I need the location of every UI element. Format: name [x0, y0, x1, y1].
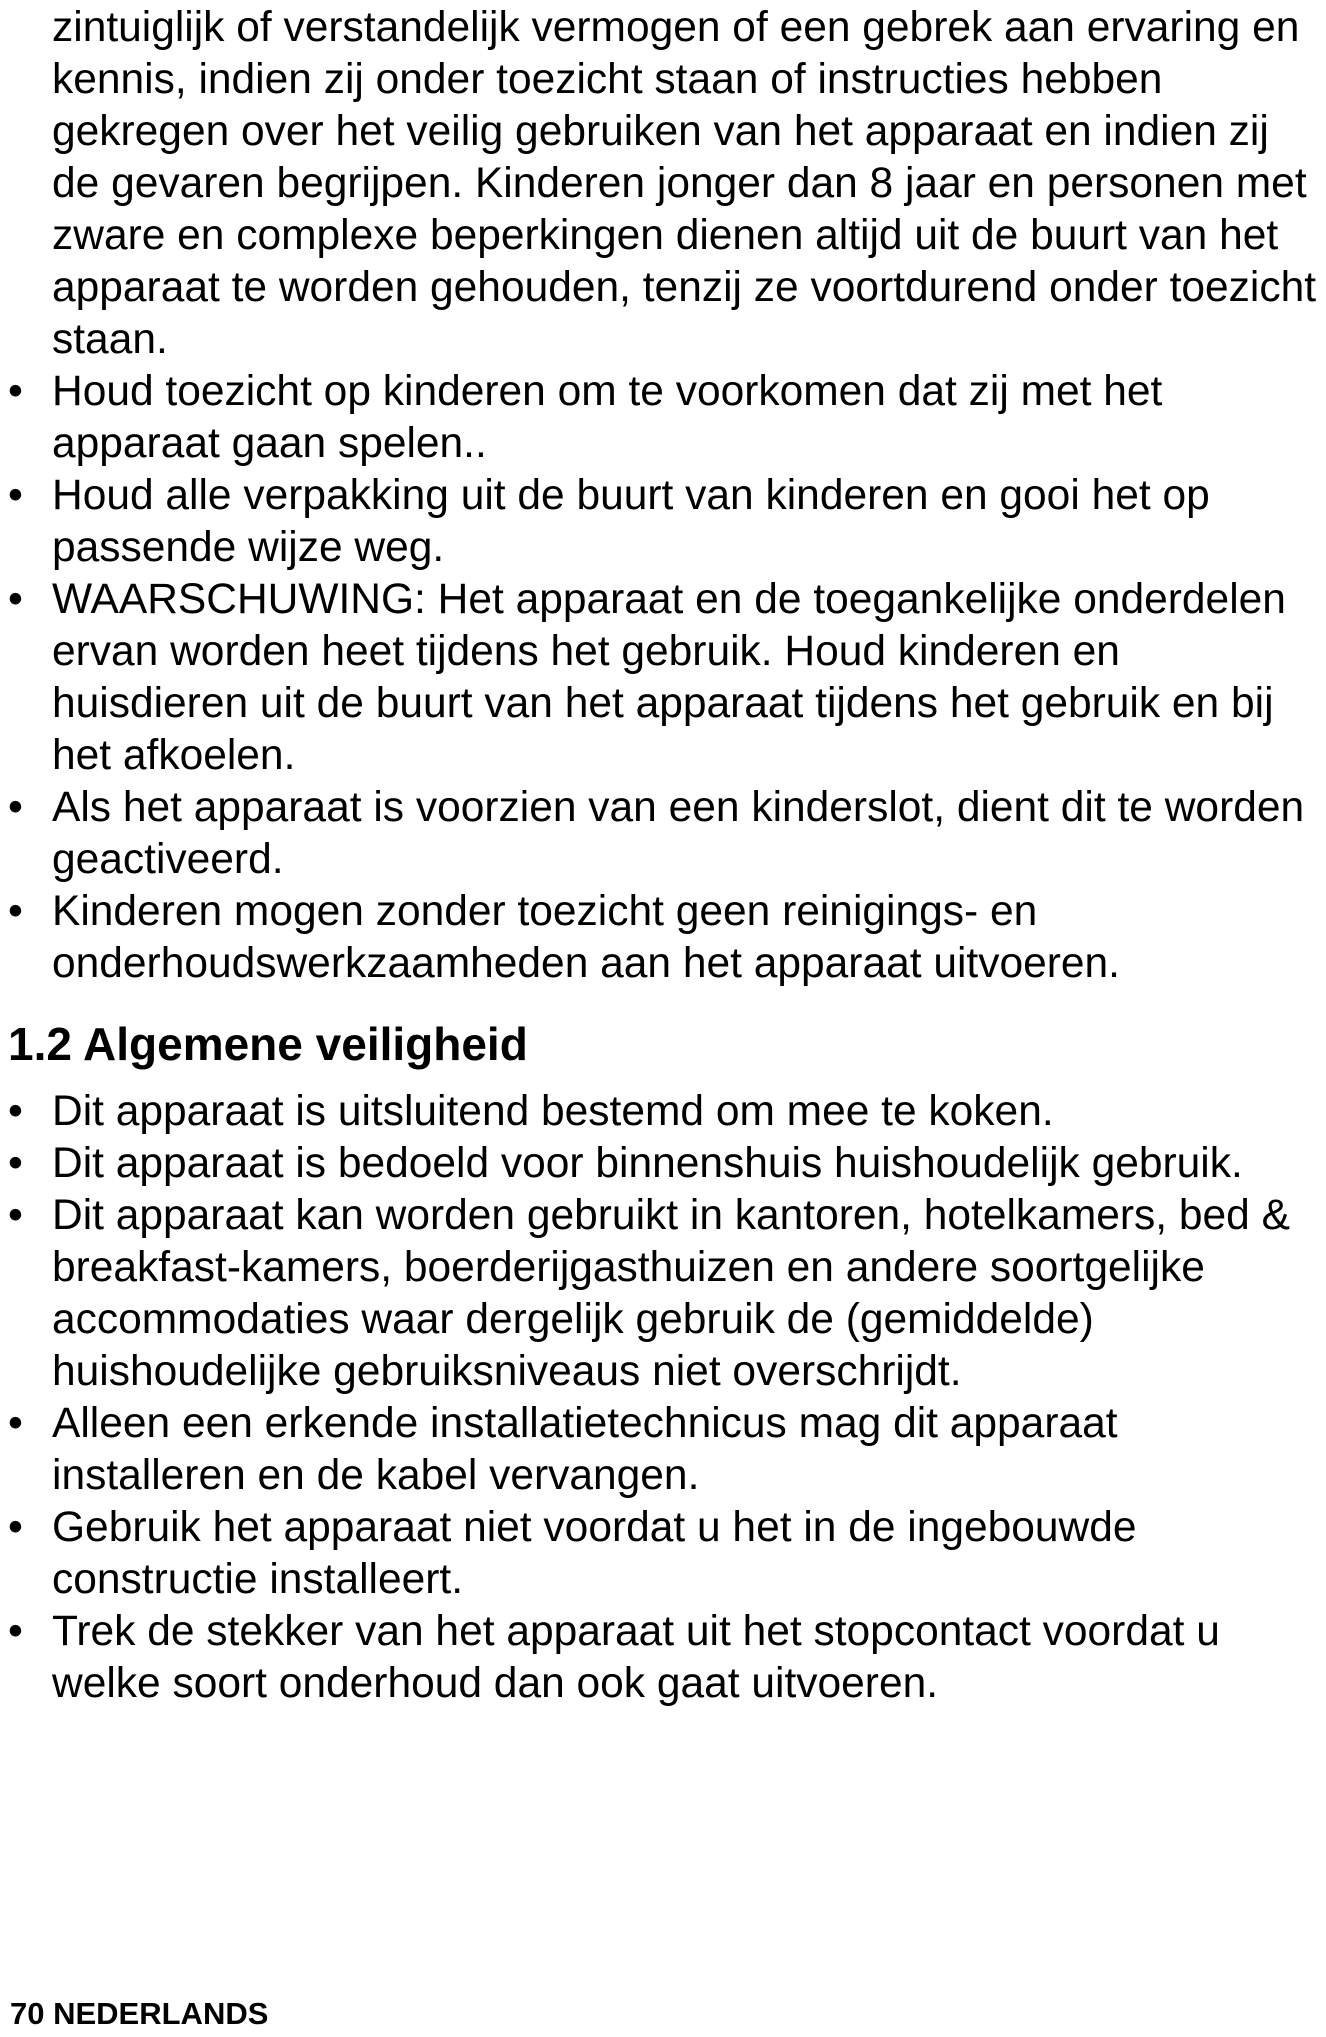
list-item: [8, 366, 1318, 470]
list-item-text: Gebruik het apparaat niet voordat u het in de ingebouwde constructie installeert.: [52, 1504, 1137, 1603]
bullet-icon: •: [8, 1088, 23, 1135]
general-safety-list: [8, 1086, 1318, 1710]
bullet-icon: •: [8, 1140, 23, 1187]
list-item: [8, 574, 1318, 782]
list-item: [8, 1606, 1318, 1710]
list-item: [8, 782, 1318, 886]
section-heading: 1.2 Algemene veiligheid: [8, 1018, 528, 1070]
bullet-icon: •: [8, 368, 23, 415]
bullet-icon: •: [8, 1504, 23, 1551]
bullet-icon: •: [8, 888, 23, 935]
list-item: [8, 1138, 1318, 1190]
list-item-text: WAARSCHUWING: Het apparaat en de toegankelijke onderdelen ervan worden heet tijdens het gebruik. Houd kinderen en huisdieren uit de buurt van het apparaat tijdens het gebruik en bij het afkoelen.: [52, 576, 1286, 779]
list-item: [8, 1086, 1318, 1138]
intro-paragraph: zintuiglijk of verstandelijk vermogen of een gebrek aan ervaring en kennis, indien zij onder toezicht staan of instructies hebben gekregen over het veilig gebruiken van het apparaat en indien zij de gevaren begrijpen. Kinderen jonger dan 8 jaar en personen met zware en complexe beperkingen dienen altijd uit de buurt van het apparaat te worden gehouden, tenzij ze voortdurend onder toezicht staan.: [52, 4, 1317, 363]
list-item-text: Dit apparaat is bedoeld voor binnenshuis huishoudelijk gebruik.: [52, 1140, 1243, 1187]
list-item-text: Trek de stekker van het apparaat uit het stopcontact voordat u welke soort onderhoud dan ook gaat uitvoeren.: [52, 1608, 1220, 1707]
list-item: [8, 886, 1318, 990]
list-item-text: Houd toezicht op kinderen om te voorkomen dat zij met het apparaat gaan spelen..: [52, 368, 1163, 467]
page-footer: [10, 1996, 268, 2032]
list-item-text: Dit apparaat is uitsluitend bestemd om mee te koken.: [52, 1088, 1054, 1135]
bullet-icon: •: [8, 1192, 23, 1239]
child-safety-list: [8, 366, 1318, 990]
bullet-icon: •: [8, 472, 23, 519]
bullet-icon: •: [8, 784, 23, 831]
list-item-text: Alleen een erkende installatietechnicus mag dit apparaat installeren en de kabel vervangen.: [52, 1400, 1118, 1499]
list-item: [8, 1190, 1318, 1398]
list-item-text: Houd alle verpakking uit de buurt van kinderen en gooi het op passende wijze weg.: [52, 472, 1210, 571]
list-item: [8, 470, 1318, 574]
page-number: 70: [10, 1996, 45, 2031]
bullet-icon: •: [8, 1608, 23, 1655]
bullet-icon: •: [8, 576, 23, 623]
list-item: [8, 1502, 1318, 1606]
list-item-text: Dit apparaat kan worden gebruikt in kantoren, hotelkamers, bed & breakfast-kamers, boerderijgasthuizen en andere soortgelijke accommodaties waar dergelijk gebruik de (gemiddelde) huishoudelijke gebruiksniveaus niet overschrijdt.: [52, 1192, 1290, 1395]
page-content: [8, 2, 1318, 1710]
list-item-text: Als het apparaat is voorzien van een kinderslot, dient dit te worden geactiveerd.: [52, 784, 1305, 883]
list-item: [8, 1398, 1318, 1502]
bullet-icon: •: [8, 1400, 23, 1447]
footer-language: NEDERLANDS: [53, 1996, 269, 2031]
list-item-text: Kinderen mogen zonder toezicht geen reinigings- en onderhoudswerkzaamheden aan het apparaat uitvoeren.: [52, 888, 1120, 987]
